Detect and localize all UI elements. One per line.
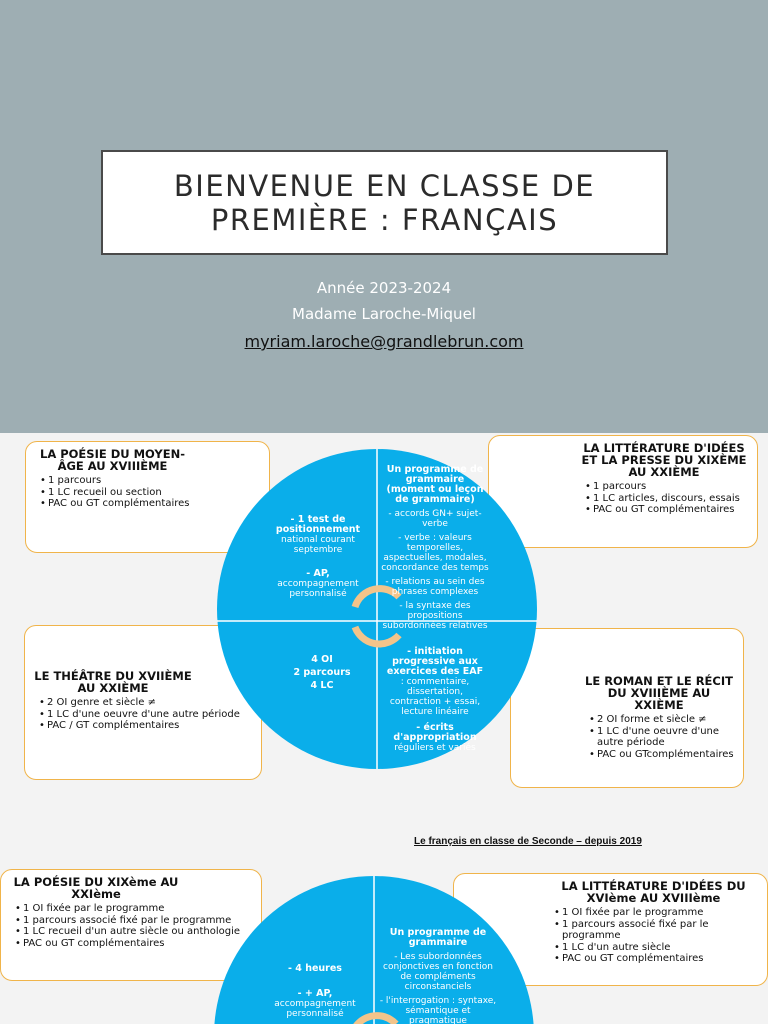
card-title: LA POÉSIE DU XIXème AU XXIème xyxy=(13,875,179,901)
circle-text: - accords GN+ sujet-verbe xyxy=(388,509,482,529)
list-item: • 1 LC recueil ou section xyxy=(48,487,261,499)
list-item: • 1 LC recueil d'un autre siècle ou anthologie xyxy=(23,926,253,938)
circle-quadrant-top-left xyxy=(269,515,367,599)
title-box xyxy=(101,150,668,255)
circle-quadrant-top-right xyxy=(378,928,498,1024)
list-item: • 1 OI fixée par le programme xyxy=(562,907,759,919)
circle-text: : commentaire, dissertation, contraction + essai, lecture linéaire xyxy=(389,677,481,717)
circle-text: - 4 heures xyxy=(288,963,342,974)
list-item: • 1 OI fixée par le programme xyxy=(23,903,253,915)
list-item: • 1 LC d'une oeuvre d'une autre période xyxy=(47,709,253,721)
page-title xyxy=(174,169,595,237)
list-item: • PAC ou GTcomplémentaires xyxy=(597,749,735,761)
card-title: LA LITTÉRATURE D'IDÉES DU XVIème AU XVIIIème xyxy=(561,879,746,905)
list-item: • 1 parcours xyxy=(593,481,749,493)
school-year: Année 2023-2024 xyxy=(316,279,452,297)
circle-text: - AP, xyxy=(306,568,330,579)
circle-text: - 1 test de positionnement xyxy=(275,514,361,535)
circle-text: 2 parcours xyxy=(293,667,351,678)
circle-text: - initiation progressive aux exercices des EAF xyxy=(386,646,484,677)
title-slide xyxy=(0,0,768,433)
circle-text: - verbe : valeurs temporelles, aspectuelles, modales, concordance des temps xyxy=(381,533,489,573)
circle-text: - l'interrogation : syntaxe, sémantique et pragmatique xyxy=(379,996,497,1024)
list-item: • PAC ou GT complémentaires xyxy=(48,498,261,510)
list-item: • 1 LC d'un autre siècle xyxy=(562,942,759,954)
circle-quadrant-top-left xyxy=(266,962,364,1019)
circle-text: 4 OI xyxy=(311,654,333,665)
title-line-1: BIENVENUE EN CLASSE DE xyxy=(173,168,596,203)
list-item: • PAC ou GT complémentaires xyxy=(23,938,253,950)
card-list xyxy=(548,907,759,965)
circle-text: - écrits d'appropriation xyxy=(393,722,477,743)
circle-text: - relations au sein des phrases complexes xyxy=(385,577,485,597)
program-circle-seconde xyxy=(214,876,534,1024)
list-item: • PAC ou GT complémentaires xyxy=(593,504,749,516)
card-title: LE THÉÂTRE DU XVIIÈME AU XXIÈME xyxy=(34,669,192,695)
list-item: • PAC ou GT complémentaires xyxy=(562,953,759,965)
slide-caption: Le français en classe de Seconde – depuis 2019 xyxy=(414,836,642,847)
list-item: • 1 parcours associé fixé par le programme xyxy=(562,919,759,942)
title-line-2: PREMIÈRE : FRANÇAIS xyxy=(210,202,559,237)
card-title: LE ROMAN ET LE RÉCIT DU XVIIIÈME AU XXIÈME xyxy=(585,674,733,712)
circle-text: Un programme de grammaire (moment ou leçon de grammaire) xyxy=(386,464,484,505)
teacher-name: Madame Laroche-Miquel xyxy=(292,305,476,323)
list-item: • 1 parcours xyxy=(48,475,261,487)
circle-graphic xyxy=(217,449,537,769)
circle-quadrant-bottom-right xyxy=(383,647,487,753)
circle-quadrant-top-right xyxy=(381,465,489,631)
list-item: • 2 OI genre et siècle ≠ xyxy=(47,697,253,709)
circle-text: - la syntaxe des propositions subordonnées relatives xyxy=(382,601,488,631)
list-item: • 1 parcours associé fixé par le programme xyxy=(23,915,253,927)
circle-text: réguliers et variés xyxy=(394,743,476,753)
program-circle xyxy=(217,449,537,769)
circle-text: - + AP, xyxy=(297,988,333,999)
email-link[interactable]: myriam.laroche@grandlebrun.com xyxy=(244,332,524,351)
card-roman xyxy=(510,628,744,788)
circle-text: - Les subordonnées conjonctives en fonction de compléments circonstanciels xyxy=(383,952,493,992)
card-title: LA LITTÉRATURE D'IDÉES ET LA PRESSE DU XIXÈME AU XXIÈME xyxy=(581,441,747,479)
circle-text: accompagnement personnalisé xyxy=(274,999,356,1019)
list-item: • 2 OI forme et siècle ≠ xyxy=(597,714,735,726)
circle-text: Un programme de grammaire xyxy=(389,927,487,948)
circle-text: 4 LC xyxy=(310,680,334,691)
list-item: • PAC / GT complémentaires xyxy=(47,720,253,732)
circle-text: national courant septembre xyxy=(281,535,355,555)
card-list xyxy=(583,714,735,760)
circle-quadrant-bottom-left xyxy=(277,653,367,692)
list-item: • 1 LC d'une oeuvre d'une autre période xyxy=(597,726,735,749)
card-title: LA POÉSIE DU MOYEN-ÂGE AU XVIIIÈME xyxy=(40,447,185,473)
list-item: • 1 LC articles, discours, essais xyxy=(593,493,749,505)
card-list xyxy=(579,481,749,516)
circle-text: accompagnement personnalisé xyxy=(277,579,359,599)
